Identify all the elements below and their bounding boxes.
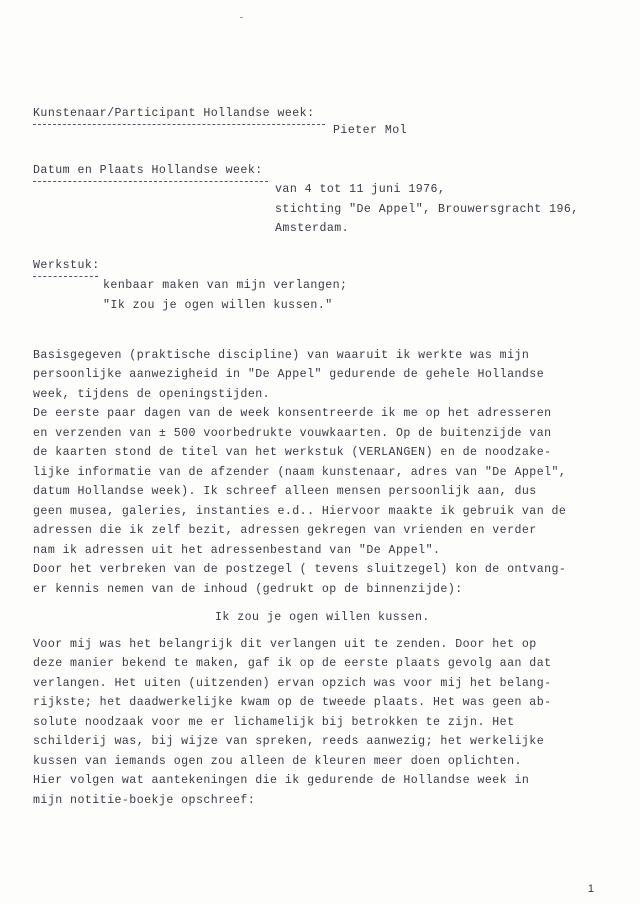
body-line: Basisgegeven (praktische discipline) van waaruit ik werkte was mijn (33, 349, 530, 362)
artist-label: Kunstenaar/Participant Hollandse week: (33, 107, 315, 120)
body-line: deze manier bekend te maken, gaf ik op de eerste plaats gevolg aan dat (33, 657, 552, 670)
work-line-1: kenbaar maken van mijn verlangen; (103, 279, 348, 292)
page-number: 1 (587, 883, 594, 895)
body-line: De eerste paar dagen van de week konsentreerde ik me op het adresseren (33, 407, 552, 420)
body-line: solute noodzaak voor me er lichamelijk bij betrokken te zijn. Het (33, 716, 515, 729)
body-line: datum Hollandse week). Ik schreef alleen mensen persoonlijk aan, dus (33, 485, 537, 498)
body-line: nam ik adressen uit het adressenbestand van "De Appel". (33, 544, 441, 557)
date-label-underline (33, 181, 268, 182)
body-line: de kaarten stond de titel van het werkstuk (VERLANGEN) en de noodzake- (33, 446, 552, 459)
body-line: geen musea, galeries, instanties e.d.. Hiervoor maakte ik gebruik van de (33, 505, 567, 518)
date-line-3: Amsterdam. (275, 222, 350, 235)
work-label: Werkstuk: (33, 259, 100, 272)
artist-name: Pieter Mol (333, 124, 408, 137)
artist-label-underline (33, 124, 325, 125)
body-line: schilderij was, bij wijze van spreken, reeds aanwezig; het werkelijke (33, 735, 545, 748)
body-line: lijke informatie van de afzender (naam kunstenaar, adres van "De Appel", (33, 466, 567, 479)
body-line: mijn notitie-boekje opschreef: (33, 794, 256, 807)
paper-speck (240, 17, 243, 18)
quote-line: Ik zou je ogen willen kussen. (215, 611, 430, 624)
body-line: kussen van iemands ogen zou alleen de kleuren meer doen oplichten. (33, 755, 522, 768)
date-line-1: van 4 tot 11 juni 1976, (275, 183, 446, 196)
date-label: Datum en Plaats Hollandse week: (33, 164, 263, 177)
body-line: persoonlijke aanwezigheid in "De Appel" gedurende de gehele Hollandse (33, 368, 545, 381)
date-line-2: stichting "De Appel", Brouwersgracht 196, (275, 203, 579, 216)
body-line: week, tijdens de openingstijden. (33, 388, 271, 401)
body-line: rijkste; het daadwerkelijke kwam op de tweede plaats. Het was geen ab- (33, 696, 552, 709)
work-label-underline (33, 276, 98, 277)
work-line-2: "Ik zou je ogen willen kussen." (103, 299, 333, 312)
body-line: adressen die ik zelf bezit, adressen gekregen van vrienden en verder (33, 524, 537, 537)
body-line: Hier volgen wat aantekeningen die ik gedurende de Hollandse week in (33, 774, 530, 787)
body-line: verlangen. Het uiten (uitzenden) ervan opzich was voor mij het belang- (33, 677, 552, 690)
body-line: en verzenden van ± 500 voorbedrukte vouwkaarten. Op de buitenzijde van (33, 427, 552, 440)
body-line: er kennis nemen van de inhoud (gedrukt op de binnenzijde): (33, 583, 463, 596)
body-line: Door het verbreken van de postzegel ( tevens sluitzegel) kon de ontvang- (33, 563, 567, 576)
body-line: Voor mij was het belangrijk dit verlangen uit te zenden. Door het op (33, 638, 537, 651)
